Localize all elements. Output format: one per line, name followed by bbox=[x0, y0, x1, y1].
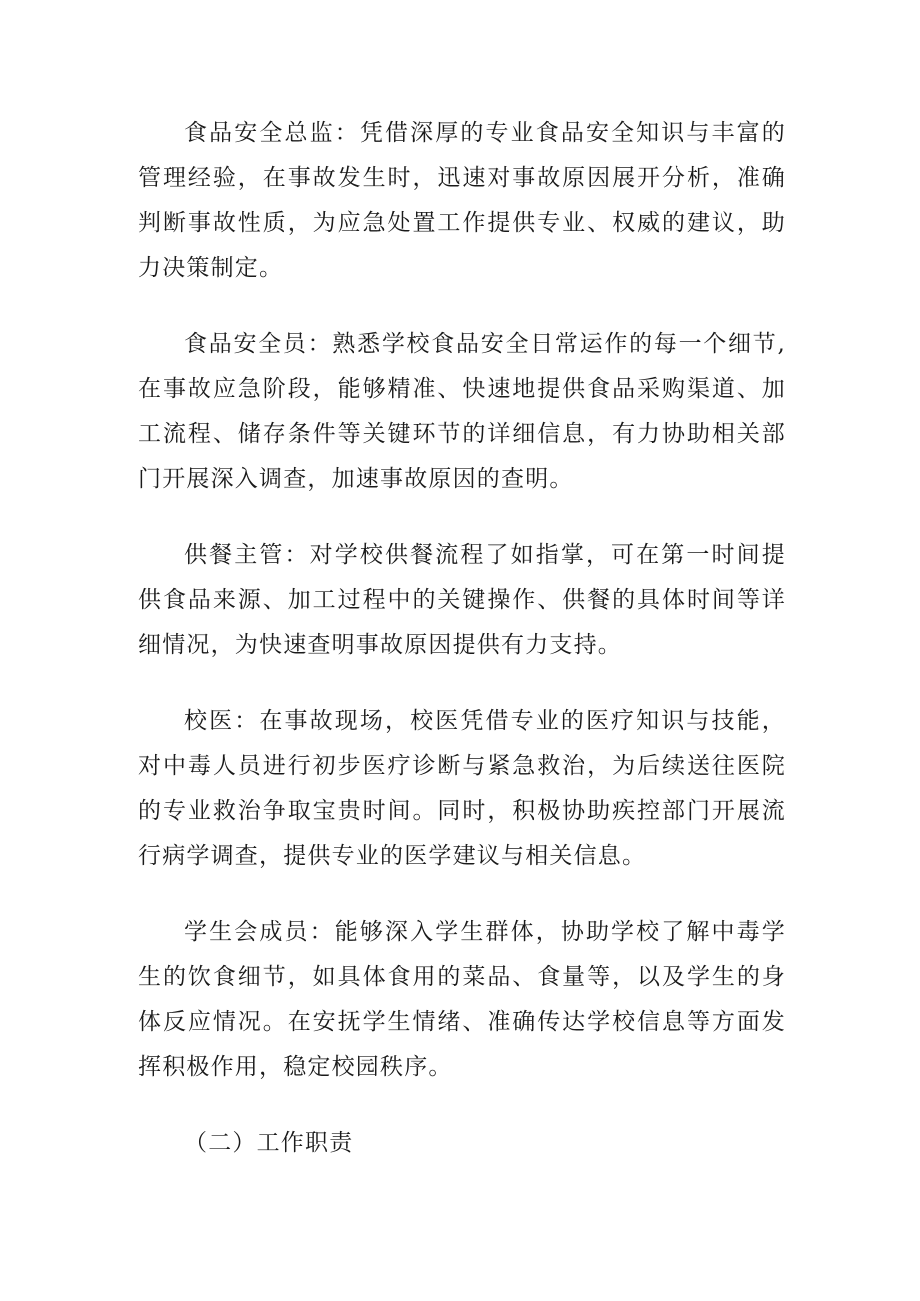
paragraph-school-doctor: 校医：在事故现场，校医凭借专业的医疗知识与技能，对中毒人员进行初步医疗诊断与紧急救治，为后续送往医院的专业救治争取宝贵时间。同时，积极协助疾控部门开展流行病学调查，提供专业的医学建议与相关信息。 bbox=[138, 708, 786, 869]
paragraph-catering-supervisor: 供餐主管：对学校供餐流程了如指掌，可在第一时间提供食品来源、加工过程中的关键操作、供餐的具体时间等详细情况，为快速查明事故原因提供有力支持。 bbox=[138, 542, 786, 658]
document-body bbox=[138, 111, 786, 1166]
section-heading: （二）工作职责 bbox=[184, 1130, 354, 1156]
paragraph-student-union-member: 学生会成员：能够深入学生群体，协助学校了解中毒学生的饮食细节，如具体食用的菜品、食量等，以及学生的身体反应情况。在安抚学生情绪、准确传达学校信息等方面发挥积极作用，稳定校园秩序。 bbox=[138, 919, 786, 1080]
paragraph-food-safety-officer: 食品安全员：熟悉学校食品安全日常运作的每一个细节,在事故应急阶段，能够精准、快速地提供食品采购渠道、加工流程、储存条件等关键环节的详细信息，有力协助相关部门开展深入调查，加速事故原因的查明。 bbox=[138, 331, 786, 492]
paragraph-food-safety-director: 食品安全总监：凭借深厚的专业食品安全知识与丰富的管理经验，在事故发生时，迅速对事故原因展开分析，准确判断事故性质，为应急处置工作提供专业、权威的建议，助力决策制定。 bbox=[138, 120, 786, 281]
